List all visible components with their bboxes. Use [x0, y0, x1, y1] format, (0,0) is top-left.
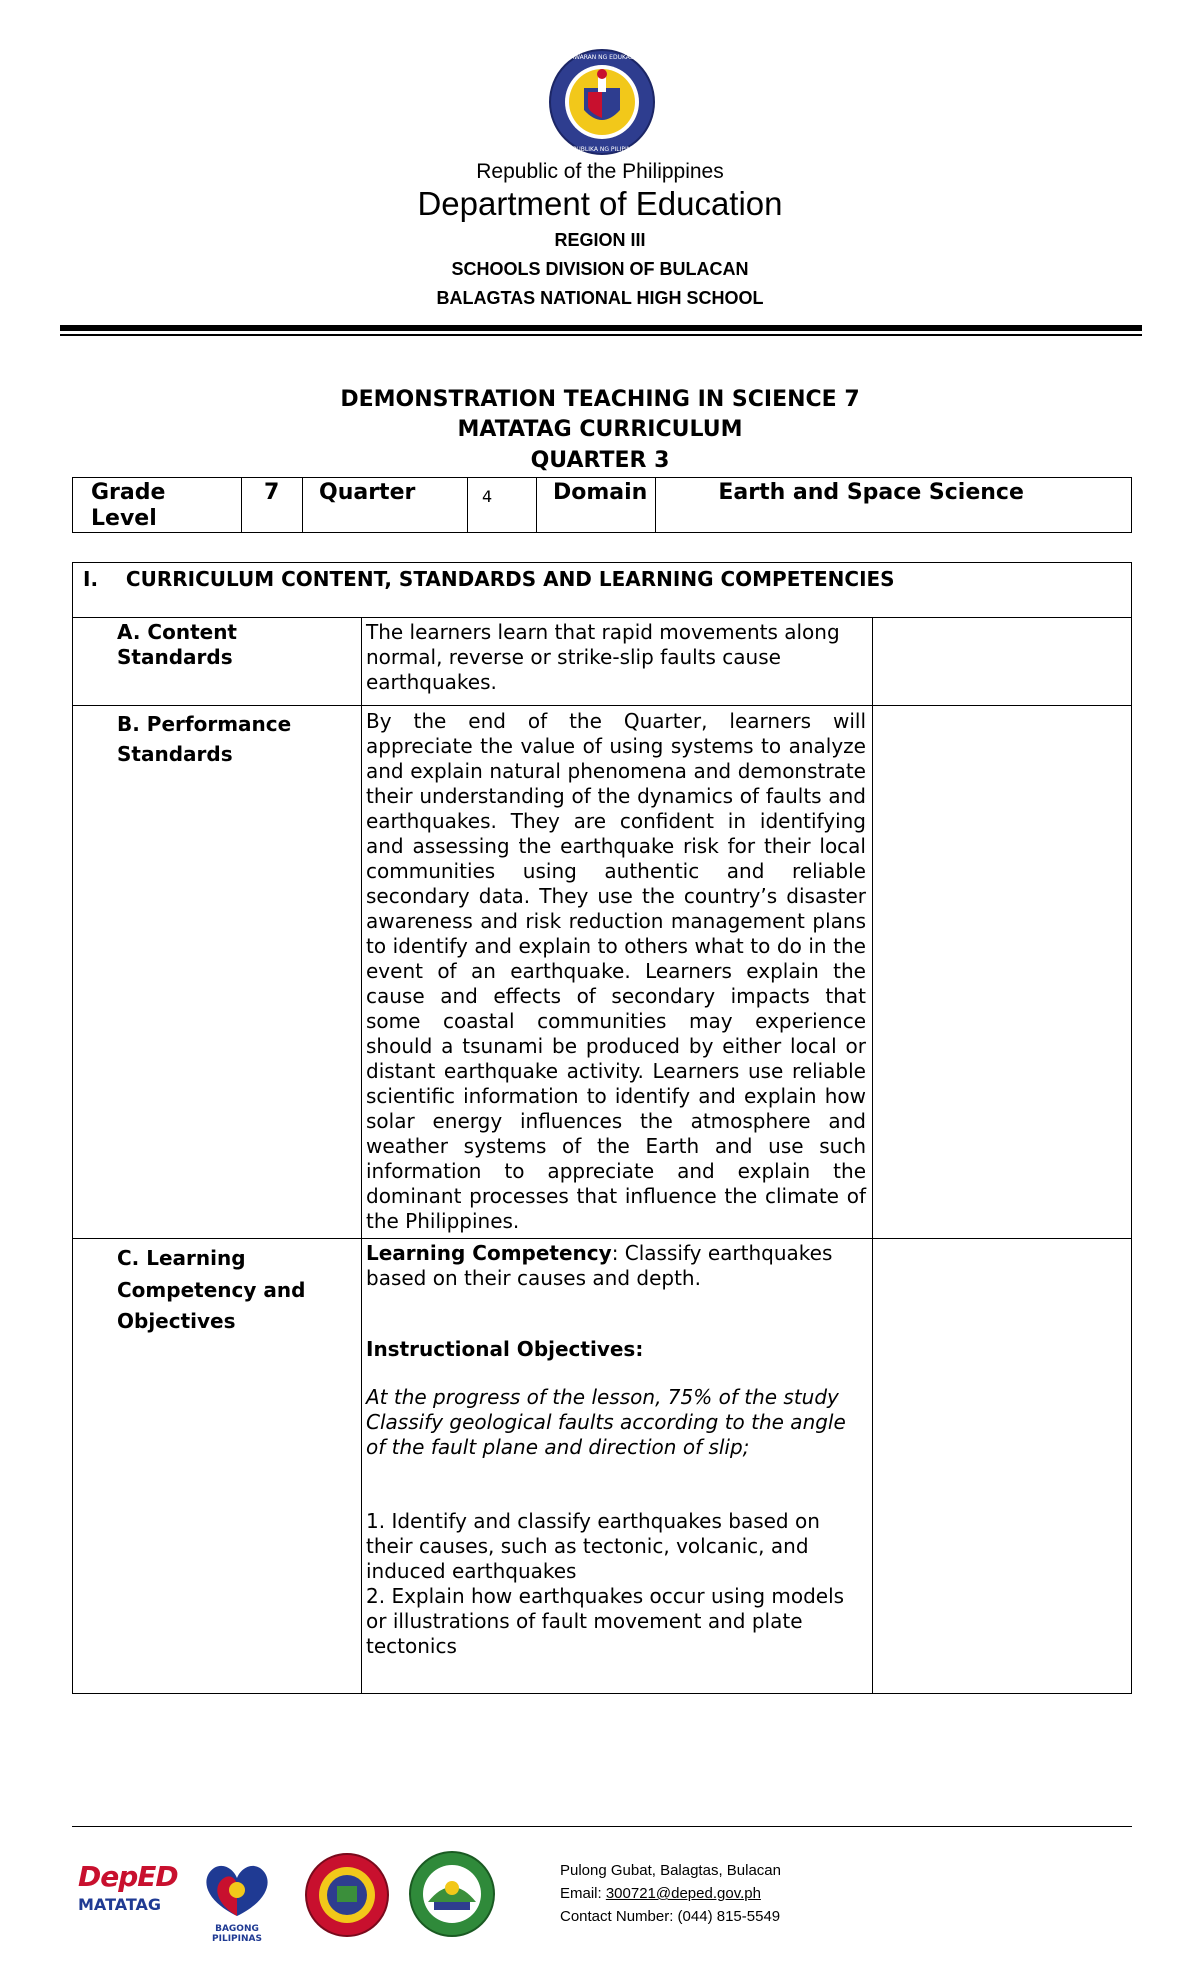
footer-address: Pulong Gubat, Balagtas, Bulacan	[560, 1862, 781, 1879]
competency-label: C. Learning Competency and Objectives	[73, 1239, 362, 1694]
school-text: BALAGTAS NATIONAL HIGH SCHOOL	[436, 288, 764, 308]
content-standards-label: A. Content Standards	[73, 618, 362, 706]
competency-title: Learning Competency	[366, 1241, 612, 1265]
matatag-logo-text: MATATAG	[78, 1895, 162, 1914]
curriculum-table	[72, 562, 1132, 1694]
division-text: SCHOOLS DIVISION OF BULACAN	[451, 259, 749, 279]
seal-top-text: KAGAWARAN NG EDUKASYON	[557, 54, 647, 61]
quarter-value: 4	[468, 478, 537, 533]
footer-email-label: Email:	[560, 1885, 606, 1902]
section-number: I.	[83, 567, 99, 591]
header-rule-thick	[60, 325, 1142, 331]
info-table	[72, 477, 1132, 533]
bagong-logo-text: BAGONG PILIPINAS	[212, 1924, 262, 1944]
republic-text: Republic of the Philippines	[476, 160, 724, 183]
performance-standards-text: By the end of the Quarter, learners will appreciate the value of using systems to analyze and explain natural phenomena and demonstrate their understanding of the dynamics of faults and earthquakes. They are confident in identifying and assessing the earthquake risk for their local communities using authentic and reliable secondary data. They use the country’s disaster awareness and risk reduction management plans to identify and explain to others what to do in the event of an earthquake. Learners explain the cause and effects of secondary impacts that some coastal communities may experience should a tsunami be produced by either local or distant earthquake activity. Learners use reliable scientific information to identify and explain how solar energy influences the atmosphere and weather systems of the Earth and use such information to appreciate and explain the dominant processes that influence the climate of the Philippines.	[362, 706, 873, 1239]
school-seal-logo	[408, 1850, 496, 1938]
grade-label: Grade Level	[73, 478, 242, 533]
objective-1: 1. Identify and classify earthquakes based on their causes, such as tectonic, volcanic, and induced earthquakes	[366, 1509, 820, 1583]
division-seal-logo	[304, 1852, 390, 1938]
footer-rule	[72, 1826, 1132, 1827]
section-heading	[73, 563, 1132, 618]
deped-seal-logo	[548, 48, 656, 156]
quarter-label: Quarter	[303, 478, 468, 533]
competency-notes	[873, 1239, 1132, 1694]
deped-matatag-logo	[78, 1860, 178, 1940]
content-standards-text: The learners learn that rapid movements along normal, reverse or strike-slip faults cause earthquakes.	[362, 618, 873, 706]
competency-text: : Classify earthquakes based on their causes and depth.	[366, 1241, 833, 1290]
bagong-pilipinas-emblem	[194, 1860, 280, 1920]
seal-bottom-text: REPUBLIKA NG PILIPINAS	[564, 146, 640, 153]
domain-label: Domain	[537, 478, 656, 533]
performance-standards-notes	[873, 706, 1132, 1239]
objective-2: 2. Explain how earthquakes occur using models or illustrations of fault movement and plate tectonics	[366, 1584, 845, 1658]
performance-standards-label: B. Performance Standards	[73, 706, 362, 1239]
footer-contact: Contact Number: (044) 815-5549	[560, 1908, 781, 1925]
deped-logo-text: DepED	[78, 1860, 178, 1893]
department-text: Department of Education	[417, 185, 783, 222]
header-rule-thin	[60, 334, 1142, 336]
doc-quarter: QUARTER 3	[530, 448, 670, 473]
footer-email-link[interactable]: 300721@deped.gov.ph	[605, 1885, 761, 1902]
section-heading-text: CURRICULUM CONTENT, STANDARDS AND LEARNING COMPETENCIES	[125, 567, 895, 591]
doc-title: DEMONSTRATION TEACHING IN SCIENCE 7	[340, 387, 860, 412]
doc-subtitle: MATATAG CURRICULUM	[457, 417, 743, 442]
footer-email-line	[560, 1885, 761, 1902]
grade-value: 7	[242, 478, 303, 533]
objectives-intro: At the progress of the lesson, 75% of the study Classify geological faults according to the angle of the fault plane and direction of slip;	[366, 1385, 846, 1459]
content-standards-notes	[873, 618, 1132, 706]
domain-value: Earth and Space Science	[656, 478, 1132, 533]
region-text: REGION III	[554, 230, 646, 250]
bagong-pilipinas-logo	[194, 1860, 280, 1944]
competency-cell	[362, 1239, 873, 1694]
objectives-title: Instructional Objectives:	[366, 1337, 644, 1361]
